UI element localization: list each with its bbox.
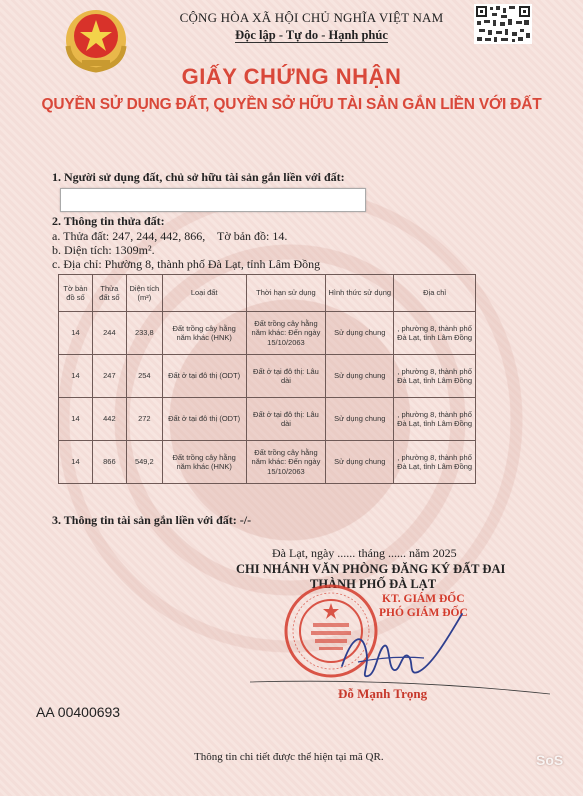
table-cell: Đất trồng cây hằng năm khác: Đến ngày 15/10/2063 bbox=[246, 312, 326, 355]
table-cell: 244 bbox=[92, 312, 126, 355]
table-cell: 233,8 bbox=[126, 312, 162, 355]
national-motto bbox=[0, 28, 583, 43]
table-cell: Sử dụng chung bbox=[326, 312, 394, 355]
table-cell: 866 bbox=[92, 441, 126, 484]
country-name: CỘNG HÒA XÃ HỘI CHỦ NGHĨA VIỆT NAM bbox=[179, 10, 444, 25]
table-cell: Đất ở tại đô thị (ODT) bbox=[162, 355, 246, 398]
section-2-label: 2. Thông tin thửa đất: bbox=[52, 214, 165, 228]
table-cell: Đất ở tại đô thị: Lâu dài bbox=[246, 355, 326, 398]
decorative-curve bbox=[250, 674, 550, 704]
table-cell: Đất ở tại đô thị: Lâu dài bbox=[246, 398, 326, 441]
parcel-table bbox=[58, 274, 476, 484]
table-cell: Đất trồng cây hằng năm khác (HNK) bbox=[162, 312, 246, 355]
table-row bbox=[59, 312, 476, 355]
certificate-serial-number: AA 00400693 bbox=[36, 704, 121, 720]
certificate-title: GIẤY CHỨNG NHẬN bbox=[181, 64, 402, 89]
signing-date: Đà Lạt, ngày ...... tháng ...... năm 2025 bbox=[272, 546, 457, 560]
column-header: Tờ bản đồ số bbox=[59, 275, 93, 312]
table-row bbox=[59, 355, 476, 398]
table-cell: 14 bbox=[59, 355, 93, 398]
section-1-label: 1. Người sử dụng đất, chủ sở hữu tài sản gắn liền với đất: bbox=[52, 170, 345, 184]
table-cell: Sử dụng chung bbox=[326, 441, 394, 484]
table-cell: 247 bbox=[92, 355, 126, 398]
table-row bbox=[59, 398, 476, 441]
parcel-area: b. Diện tích: 1309m². bbox=[52, 243, 155, 257]
motto-text: Độc lập - Tự do - Hạnh phúc bbox=[235, 28, 388, 42]
qr-info-note: Thông tin chi tiết được thể hiện tại mã QR. bbox=[194, 751, 384, 763]
column-header: Diện tích (m²) bbox=[126, 275, 162, 312]
certificate-subtitle: QUYỀN SỬ DỤNG ĐẤT, QUYỀN SỞ HỮU TÀI SẢN GẮN LIỀN VỚI ĐẤT bbox=[41, 96, 542, 113]
table-cell: 272 bbox=[126, 398, 162, 441]
table-cell: Đất trồng cây hằng năm khác: Đến ngày 15/10/2063 bbox=[246, 441, 326, 484]
table-cell: , phường 8, thành phố Đà Lạt, tỉnh Lâm Đồng bbox=[394, 355, 476, 398]
column-header: Thời hạn sử dụng bbox=[246, 275, 326, 312]
table-cell: , phường 8, thành phố Đà Lạt, tỉnh Lâm Đồng bbox=[394, 312, 476, 355]
table-cell: Sử dụng chung bbox=[326, 398, 394, 441]
table-cell: , phường 8, thành phố Đà Lạt, tỉnh Lâm Đồng bbox=[394, 398, 476, 441]
table-header-row bbox=[59, 275, 476, 312]
watermark-logo: SoS bbox=[536, 752, 564, 768]
kt-director-label: KT. GIÁM ĐỐC bbox=[382, 593, 465, 605]
table-cell: Sử dụng chung bbox=[326, 355, 394, 398]
table-cell: Đất trồng cây hằng năm khác (HNK) bbox=[162, 441, 246, 484]
table-cell: 442 bbox=[92, 398, 126, 441]
parcel-numbers: a. Thửa đất: 247, 244, 442, 866, Tờ bản đồ: 14. bbox=[52, 229, 288, 243]
column-header: Hình thức sử dụng bbox=[326, 275, 394, 312]
column-header: Địa chỉ bbox=[394, 275, 476, 312]
table-row bbox=[59, 441, 476, 484]
issuing-office-line1: CHI NHÁNH VĂN PHÒNG ĐĂNG KÝ ĐẤT ĐAI bbox=[236, 562, 506, 576]
table-cell: 14 bbox=[59, 441, 93, 484]
column-header: Thửa đất số bbox=[92, 275, 126, 312]
parcel-address: c. Địa chỉ: Phường 8, thành phố Đà Lạt, tỉnh Lâm Đồng bbox=[52, 257, 321, 271]
table-cell: Đất ở tại đô thị (ODT) bbox=[162, 398, 246, 441]
table-cell: 14 bbox=[59, 398, 93, 441]
signer-name: Đỗ Mạnh Trọng bbox=[338, 686, 428, 701]
table-cell: , phường 8, thành phố Đà Lạt, tỉnh Lâm Đồng bbox=[394, 441, 476, 484]
section-3-label: 3. Thông tin tài sản gắn liền với đất: -/- bbox=[52, 513, 252, 527]
issuing-office-line2: THÀNH PHỐ ĐÀ LẠT bbox=[310, 577, 437, 591]
table-cell: 254 bbox=[126, 355, 162, 398]
table-cell: 549,2 bbox=[126, 441, 162, 484]
redacted-owner-name bbox=[60, 188, 366, 212]
table-cell: 14 bbox=[59, 312, 93, 355]
deputy-director-label: PHÓ GIÁM ĐỐC bbox=[379, 607, 468, 619]
column-header: Loại đất bbox=[162, 275, 246, 312]
